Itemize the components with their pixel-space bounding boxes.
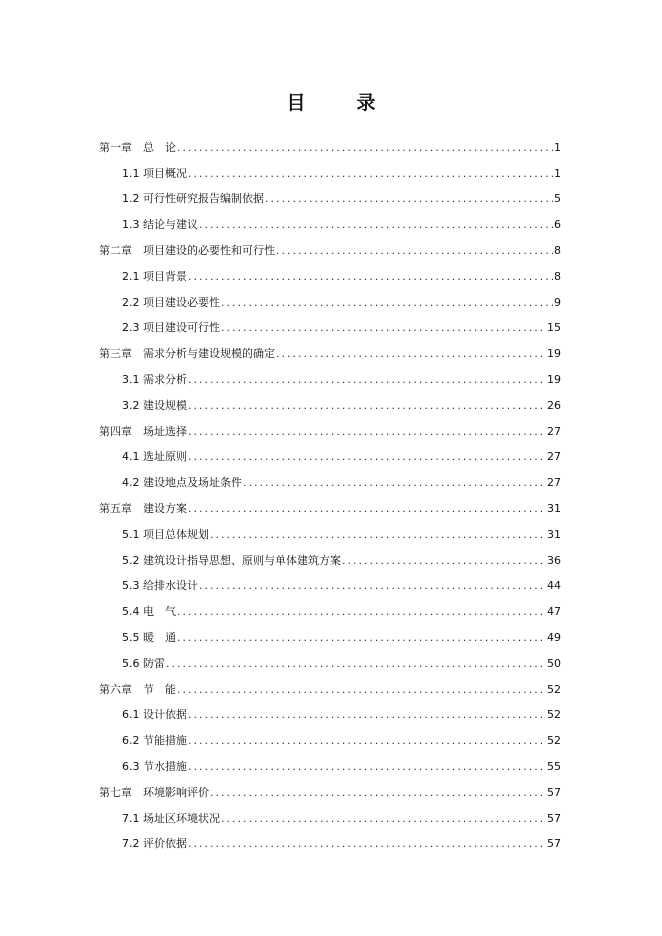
toc-section-entry[interactable] <box>99 721 561 747</box>
toc-chapter-entry[interactable] <box>99 128 561 154</box>
toc-dot-leader <box>221 296 553 309</box>
toc-entry-page-number: 52 <box>547 734 561 748</box>
toc-dot-leader <box>177 631 546 644</box>
toc-section-entry[interactable] <box>99 515 561 541</box>
toc-entry-label: 5.6 防雷 <box>122 656 165 670</box>
toc-section-entry[interactable] <box>99 696 561 722</box>
toc-entry-page-number: 1 <box>554 166 561 180</box>
toc-dot-leader <box>188 270 553 283</box>
toc-chapter-entry[interactable] <box>99 489 561 515</box>
toc-dot-leader <box>188 760 546 773</box>
toc-entry-page-number: 1 <box>554 140 561 154</box>
toc-section-entry[interactable] <box>99 180 561 206</box>
toc-entry-label: 1.2 可行性研究报告编制依据 <box>122 192 264 206</box>
toc-dot-leader <box>243 476 546 489</box>
toc-dot-leader <box>188 425 546 438</box>
toc-chapter-entry[interactable] <box>99 231 561 257</box>
toc-entry-label: 7.1 场址区环境状况 <box>122 811 220 825</box>
toc-entry-page-number: 8 <box>554 269 561 283</box>
toc-entry-label: 1.3 结论与建议 <box>122 218 198 232</box>
toc-entry-page-number: 47 <box>547 605 561 619</box>
toc-entry-page-number: 9 <box>554 295 561 309</box>
toc-dot-leader <box>199 579 546 592</box>
toc-entry-label: 第五章 建设方案 <box>99 501 187 515</box>
toc-entry-page-number: 27 <box>547 424 561 438</box>
toc-dot-leader <box>342 554 546 567</box>
toc-section-entry[interactable] <box>99 825 561 851</box>
toc-entry-page-number: 8 <box>554 243 561 257</box>
toc-entry-label: 4.2 建设地点及场址条件 <box>122 476 242 490</box>
toc-section-entry[interactable] <box>99 154 561 180</box>
toc-section-entry[interactable] <box>99 309 561 335</box>
toc-entry-page-number: 27 <box>547 450 561 464</box>
toc-dot-leader <box>188 837 546 850</box>
toc-entry-label: 1.1 项目概况 <box>122 166 187 180</box>
toc-section-entry[interactable] <box>99 644 561 670</box>
toc-section-entry[interactable] <box>99 205 561 231</box>
page-title: 目 录 <box>286 92 392 114</box>
toc-section-entry[interactable] <box>99 257 561 283</box>
toc-dot-leader <box>221 321 546 334</box>
toc-entry-page-number: 31 <box>547 501 561 515</box>
toc-section-entry[interactable] <box>99 283 561 309</box>
toc-entry-label: 6.2 节能措施 <box>122 734 187 748</box>
toc-dot-leader <box>188 708 546 721</box>
toc-entry-label: 4.1 选址原则 <box>122 450 187 464</box>
toc-entry-label: 5.3 给排水设计 <box>122 579 198 593</box>
toc-entry-label: 3.2 建设规模 <box>122 398 187 412</box>
toc-entry-page-number: 26 <box>547 398 561 412</box>
toc-section-entry[interactable] <box>99 386 561 412</box>
toc-entry-label: 2.2 项目建设必要性 <box>122 295 220 309</box>
toc-entry-label: 5.1 项目总体规划 <box>122 527 209 541</box>
toc-dot-leader <box>188 502 546 515</box>
toc-dot-leader <box>177 605 546 618</box>
toc-entry-label: 第二章 项目建设的必要性和可行性 <box>99 243 275 257</box>
toc-entry-page-number: 6 <box>554 218 561 232</box>
toc-section-entry[interactable] <box>99 438 561 464</box>
toc-dot-leader <box>177 141 553 154</box>
toc-dot-leader <box>188 734 546 747</box>
toc-entry-label: 第三章 需求分析与建设规模的确定 <box>99 347 275 361</box>
toc-entry-page-number: 19 <box>547 372 561 386</box>
toc-entry-page-number: 55 <box>547 759 561 773</box>
toc-dot-leader <box>221 812 546 825</box>
toc-entry-page-number: 5 <box>554 192 561 206</box>
toc-entry-page-number: 57 <box>547 811 561 825</box>
toc-entry-label: 第一章 总 论 <box>99 140 176 154</box>
toc-dot-leader <box>188 399 546 412</box>
toc-dot-leader <box>188 373 546 386</box>
toc-chapter-entry[interactable] <box>99 412 561 438</box>
toc-section-entry[interactable] <box>99 592 561 618</box>
toc-entry-label: 2.3 项目建设可行性 <box>122 321 220 335</box>
toc-entry-label: 5.2 建筑设计指导思想、原则与单体建筑方案 <box>122 553 341 567</box>
toc-entry-page-number: 52 <box>547 708 561 722</box>
toc-section-entry[interactable] <box>99 463 561 489</box>
toc-dot-leader <box>199 218 553 231</box>
toc-entry-page-number: 15 <box>547 321 561 335</box>
toc-entry-label: 6.3 节水措施 <box>122 759 187 773</box>
toc-dot-leader <box>276 244 553 257</box>
toc-entry-label: 第六章 节 能 <box>99 682 176 696</box>
toc-entry-label: 6.1 设计依据 <box>122 708 187 722</box>
toc-dot-leader <box>210 528 546 541</box>
toc-entry-page-number: 19 <box>547 347 561 361</box>
toc-chapter-entry[interactable] <box>99 670 561 696</box>
toc-entry-label: 第七章 环境影响评价 <box>99 785 209 799</box>
toc-section-entry[interactable] <box>99 360 561 386</box>
toc-chapter-entry[interactable] <box>99 334 561 360</box>
toc-entry-page-number: 44 <box>547 579 561 593</box>
table-of-contents <box>99 128 561 850</box>
toc-entry-page-number: 27 <box>547 476 561 490</box>
toc-section-entry[interactable] <box>99 541 561 567</box>
toc-entry-label: 5.5 暖 通 <box>122 630 176 644</box>
toc-entry-label: 2.1 项目背景 <box>122 269 187 283</box>
toc-dot-leader <box>276 347 546 360</box>
toc-section-entry[interactable] <box>99 618 561 644</box>
toc-entry-page-number: 50 <box>547 656 561 670</box>
toc-entry-label: 第四章 场址选择 <box>99 424 187 438</box>
toc-section-entry[interactable] <box>99 799 561 825</box>
toc-dot-leader <box>210 786 546 799</box>
toc-entry-label: 7.2 评价依据 <box>122 837 187 851</box>
toc-dot-leader <box>166 657 546 670</box>
toc-entry-page-number: 57 <box>547 837 561 851</box>
toc-entry-label: 5.4 电 气 <box>122 605 176 619</box>
toc-section-entry[interactable] <box>99 747 561 773</box>
toc-dot-leader <box>265 192 553 205</box>
toc-entry-page-number: 36 <box>547 553 561 567</box>
toc-entry-page-number: 52 <box>547 682 561 696</box>
toc-entry-label: 3.1 需求分析 <box>122 372 187 386</box>
toc-section-entry[interactable] <box>99 567 561 593</box>
toc-entry-page-number: 49 <box>547 630 561 644</box>
toc-dot-leader <box>177 683 546 696</box>
toc-entry-page-number: 31 <box>547 527 561 541</box>
toc-entry-page-number: 57 <box>547 785 561 799</box>
toc-chapter-entry[interactable] <box>99 773 561 799</box>
toc-dot-leader <box>188 167 553 180</box>
toc-dot-leader <box>188 450 546 463</box>
